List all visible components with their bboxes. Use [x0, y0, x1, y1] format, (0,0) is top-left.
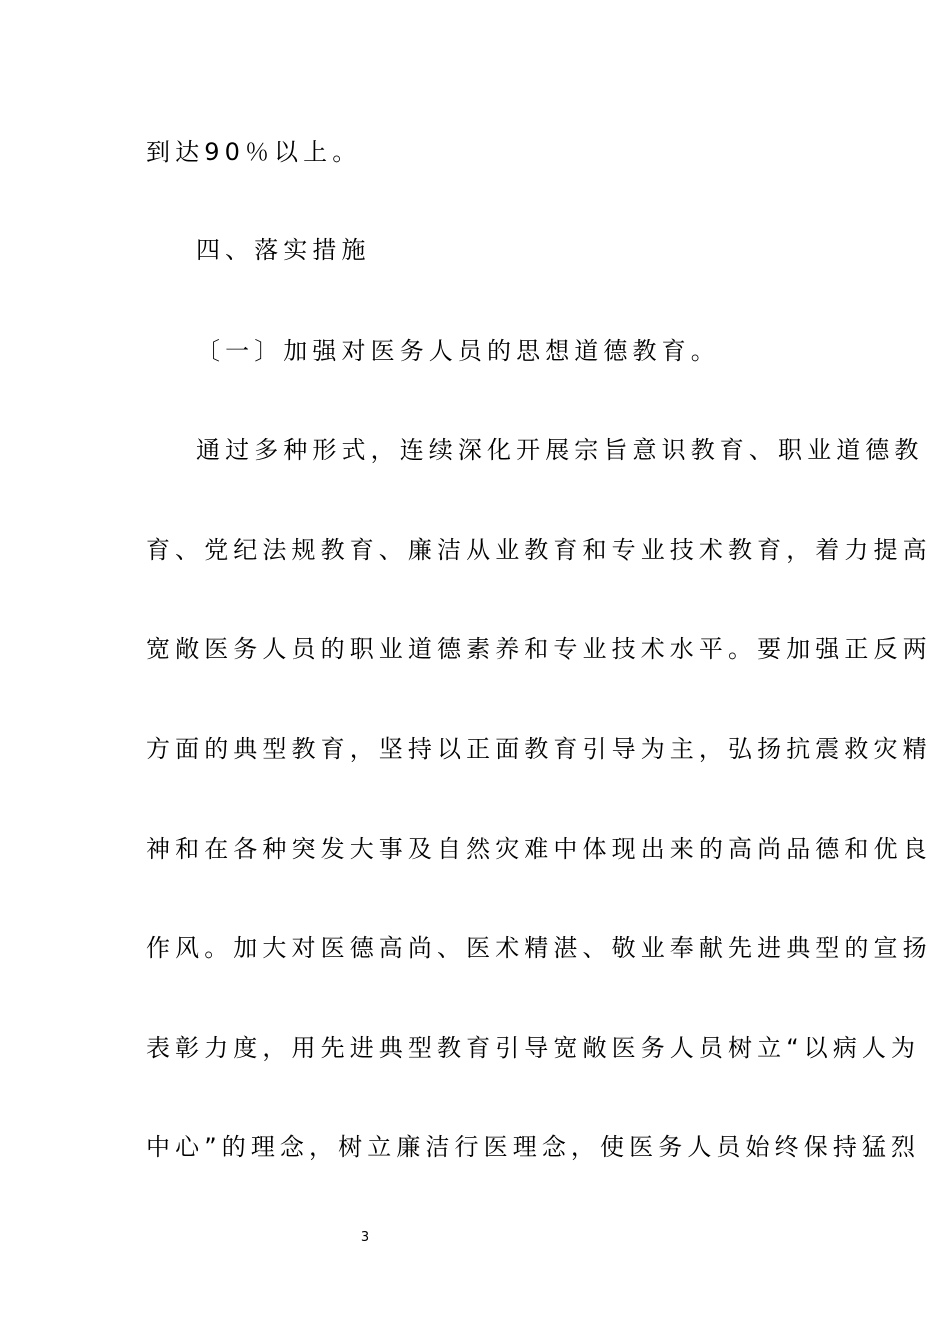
section-heading: 四、落实措施: [196, 236, 371, 264]
text-line-continuation: 到达90％以上。: [146, 138, 362, 166]
paragraph-line: 中心”的理念，树立廉洁行医理念，使医务人员始终保持猛烈: [146, 1133, 921, 1161]
paragraph-line: 方面的典型教育，坚持以正面教育引导为主，弘扬抗震救灾精: [146, 735, 932, 763]
paragraph-line: 宽敞医务人员的职业道德素养和专业技术水平。要加强正反两: [146, 635, 932, 663]
subsection-heading: 〔一〕加强对医务人员的思想道德教育。: [196, 337, 720, 365]
paragraph-line: 通过多种形式，连续深化开展宗旨意识教育、职业道德教: [196, 436, 924, 464]
paragraph-line: 育、党纪法规教育、廉洁从业教育和专业技术教育，着力提高: [146, 536, 932, 564]
paragraph-line: 作风。加大对医德高尚、医术精湛、敬业奉献先进典型的宣扬: [146, 934, 932, 962]
paragraph-line: 表彰力度，用先进典型教育引导宽敞医务人员树立“以病人为: [146, 1034, 921, 1062]
page-number: 3: [360, 1230, 370, 1245]
paragraph-line: 神和在各种突发大事及自然灾难中体现出来的高尚品德和优良: [146, 835, 932, 863]
